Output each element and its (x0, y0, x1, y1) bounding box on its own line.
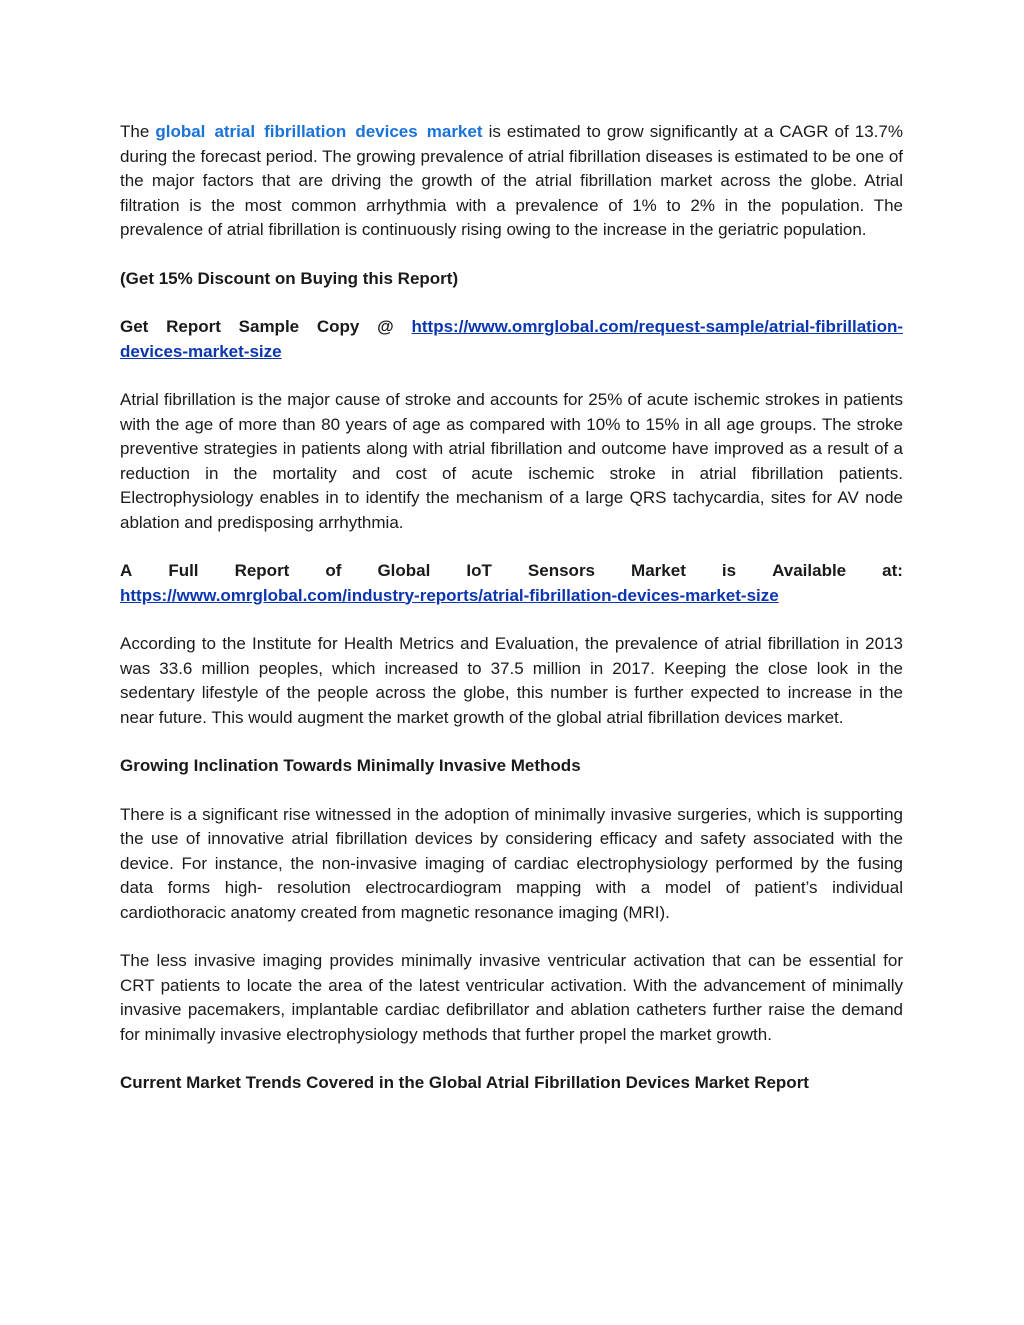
intro-body: is estimated to grow significantly at a CAGR of 13.7% during the forecast period. The growing prevalence of atrial fibrillation diseases is estimated to be one of the major factors that are driving the growth of the atrial fibrillation market across the globe. Atrial filtration is the most common arrhythmia with a prevalence of 1% to 2% in the population. The prevalence of atrial fibrillation is continuously rising owing to the increase in the geriatric population. (120, 122, 903, 239)
full-report-word: Full (168, 561, 199, 580)
minimally-invasive-heading: Growing Inclination Towards Minimally Invasive Methods (120, 756, 581, 775)
full-report-word: A (120, 561, 133, 580)
discount-line: (Get 15% Discount on Buying this Report) (120, 268, 459, 288)
full-report-url-line (120, 584, 903, 609)
sample-paragraph (120, 315, 903, 364)
sample-label: Get Report Sample Copy @ (120, 317, 394, 336)
full-report-line (120, 559, 903, 584)
sample-url-link[interactable]: https://www.omrglobal.com/request-sample/atrial-fibrillation-devices-market-size (120, 317, 903, 361)
market-trends-heading: Current Market Trends Covered in the Global Atrial Fibrillation Devices Market Report (120, 1073, 809, 1092)
less-invasive-paragraph: The less invasive imaging provides minimally invasive ventricular activation that can be essential for CRT patients to locate the area of the latest ventricular activation. With the advancement of minimally invasive pacemakers, implantable cardiac defibrillator and ablation catheters further raise the demand for minimally invasive electrophysiology methods that further propel the market growth. (120, 951, 903, 1044)
full-report-word: IoT (466, 561, 492, 580)
stroke-paragraph: Atrial fibrillation is the major cause of stroke and accounts for 25% of acute ischemic strokes in patients with the age of more than 80 years of age as compared with 10% to 15% in all age groups. The stroke preventive strategies in patients along with atrial fibrillation and outcome have improved as a result of a reduction in the mortality and cost of acute ischemic stroke in atrial fibrillation patients. Electrophysiology enables in to identify the mechanism of a large QRS tachycardia, sites for AV node ablation and predisposing arrhythmia. (120, 390, 903, 532)
full-report-url-link[interactable]: https://www.omrglobal.com/industry-reports/atrial-fibrillation-devices-market-size (120, 585, 779, 605)
intro-paragraph (120, 120, 903, 243)
intro-market-link[interactable]: global atrial fibrillation devices market (155, 122, 483, 141)
document-page (120, 120, 903, 1096)
full-report-word: Report (234, 561, 290, 580)
prevalence-paragraph: According to the Institute for Health Metrics and Evaluation, the prevalence of atrial fibrillation in 2013 was 33.6 million peoples, which increased to 37.5 million in 2017. Keeping the close look in the sedentary lifestyle of the people across the globe, this number is further expected to increase in the near future. This would augment the market growth of the global atrial fibrillation devices market. (120, 634, 903, 727)
full-report-word: of (325, 561, 342, 580)
full-report-word: is (721, 561, 737, 580)
intro-prefix: The (120, 122, 150, 141)
full-report-word: Global (377, 561, 431, 580)
full-report-word: Sensors (527, 561, 596, 580)
full-report-word: Market (631, 561, 686, 580)
full-report-word: Available (772, 561, 847, 580)
minimally-invasive-paragraph: There is a significant rise witnessed in the adoption of minimally invasive surgeries, which is supporting the use of innovative atrial fibrillation devices by considering efficacy and safety associated with the device. For instance, the non-invasive imaging of cardiac electrophysiology performed by the fusing data forms high- resolution electrocardiogram mapping with a model of patient’s individual cardiothoracic anatomy created from magnetic resonance imaging (MRI). (120, 804, 903, 922)
full-report-word: at: (882, 561, 903, 580)
